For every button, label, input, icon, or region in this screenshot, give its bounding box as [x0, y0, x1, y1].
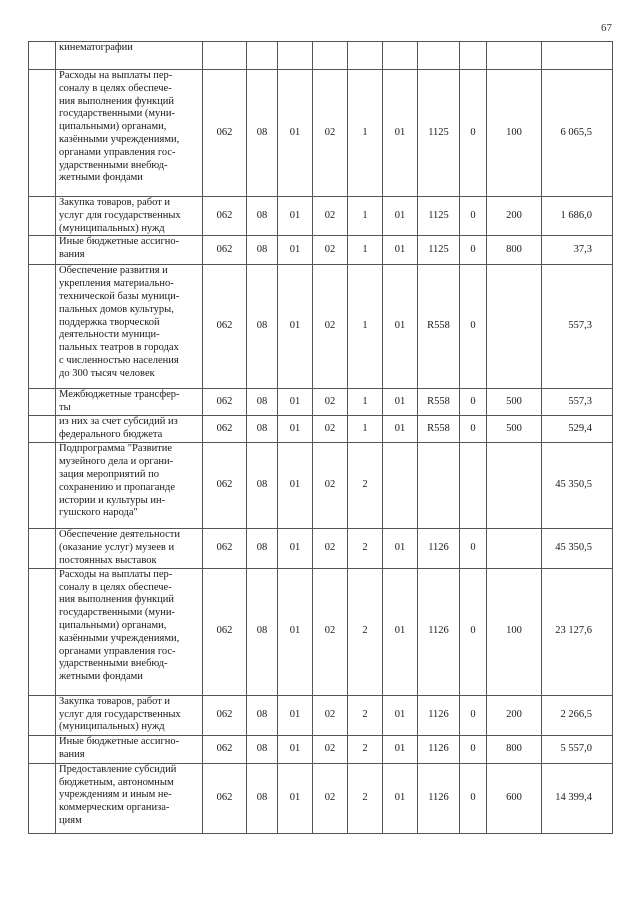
- cell-amount: 1 686,0: [542, 197, 613, 236]
- name-line: ципальными) органами,: [59, 619, 167, 631]
- cell-name: [56, 70, 203, 197]
- cell-amount: 5 557,0: [542, 735, 613, 763]
- cell-section: 08: [247, 695, 278, 735]
- name-line: технической базы муници-: [59, 290, 180, 302]
- cell-funding: 0: [460, 265, 487, 389]
- name-line: поддержка творческой: [59, 316, 160, 328]
- cell-name: [56, 236, 203, 265]
- cell-expense-type: 100: [487, 70, 542, 197]
- cell-direction: 1125: [418, 197, 460, 236]
- name-line: ципальными) органами,: [59, 121, 167, 133]
- cell-event: 01: [383, 763, 418, 833]
- table-row: [29, 529, 613, 568]
- name-line: кинематографии: [59, 42, 133, 53]
- cell-subsection: 01: [278, 443, 313, 529]
- cell-glava: 062: [203, 443, 247, 529]
- cell-amount: 14 399,4: [542, 763, 613, 833]
- name-line: коммерческим организа-: [59, 802, 170, 814]
- name-line: вания: [59, 249, 85, 261]
- name-line: истории и культуры ин-: [59, 494, 166, 506]
- cell-subsection: 01: [278, 735, 313, 763]
- cell-subsection: 01: [278, 70, 313, 197]
- cell-subsection: [278, 42, 313, 70]
- name-line: сохранению и пропаганде: [59, 481, 176, 493]
- cell-subprogram: 1: [348, 389, 383, 416]
- cell-subprogram: 1: [348, 70, 383, 197]
- name-line: жетными фондами: [59, 671, 143, 683]
- cell-program: 02: [313, 735, 348, 763]
- name-line: деятельности муници-: [59, 329, 160, 341]
- name-line: пальных домов культуры,: [59, 303, 174, 315]
- cell-name: [56, 763, 203, 833]
- cell-amount: 45 350,5: [542, 529, 613, 568]
- cell-subprogram: 1: [348, 197, 383, 236]
- name-line: пальных театров в городах: [59, 342, 179, 354]
- cell-amount: 6 065,5: [542, 70, 613, 197]
- name-line: государственными (муни-: [59, 108, 176, 120]
- cell-subprogram: 2: [348, 568, 383, 695]
- cell-lead: [29, 389, 56, 416]
- cell-name: [56, 443, 203, 529]
- cell-amount: 23 127,6: [542, 568, 613, 695]
- name-line: соналу в целях обеспече-: [59, 82, 172, 94]
- cell-name: [56, 695, 203, 735]
- cell-funding: [460, 42, 487, 70]
- name-line: (муниципальных) нужд: [59, 721, 165, 733]
- cell-direction: 1126: [418, 695, 460, 735]
- name-line: Закупка товаров, работ и: [59, 695, 171, 707]
- cell-subprogram: 2: [348, 735, 383, 763]
- cell-lead: [29, 42, 56, 70]
- cell-program: 02: [313, 70, 348, 197]
- cell-funding: 0: [460, 416, 487, 443]
- cell-amount: 557,3: [542, 389, 613, 416]
- cell-program: 02: [313, 529, 348, 568]
- cell-expense-type: 100: [487, 568, 542, 695]
- cell-glava: 062: [203, 236, 247, 265]
- cell-name: [56, 389, 203, 416]
- name-line: Обеспечение деятельности: [59, 529, 180, 541]
- cell-amount: 529,4: [542, 416, 613, 443]
- cell-funding: 0: [460, 568, 487, 695]
- cell-direction: 1125: [418, 70, 460, 197]
- cell-funding: 0: [460, 389, 487, 416]
- table-row: [29, 236, 613, 265]
- name-line: (оказание услуг) музеев и: [59, 542, 175, 554]
- cell-event: 01: [383, 197, 418, 236]
- table-row: [29, 389, 613, 416]
- cell-subsection: 01: [278, 265, 313, 389]
- cell-program: 02: [313, 695, 348, 735]
- name-line: Межбюджетные трансфер-: [59, 389, 180, 401]
- cell-lead: [29, 197, 56, 236]
- name-line: ты: [59, 402, 71, 414]
- name-line: (муниципальных) нужд: [59, 222, 165, 234]
- name-line: соналу в целях обеспече-: [59, 581, 172, 593]
- name-line: услуг для государственных: [59, 708, 181, 720]
- name-line: ударственными внебюд-: [59, 159, 168, 171]
- table-row: [29, 265, 613, 389]
- cell-subprogram: 1: [348, 265, 383, 389]
- name-line: учреждениям и иным не-: [59, 789, 172, 801]
- cell-amount: 45 350,5: [542, 443, 613, 529]
- table-row: [29, 735, 613, 763]
- cell-section: 08: [247, 416, 278, 443]
- cell-funding: 0: [460, 236, 487, 265]
- cell-glava: [203, 42, 247, 70]
- cell-lead: [29, 568, 56, 695]
- cell-lead: [29, 416, 56, 443]
- table-row: [29, 416, 613, 443]
- name-line: казёнными учреждениями,: [59, 632, 180, 644]
- cell-funding: 0: [460, 70, 487, 197]
- cell-subprogram: 1: [348, 236, 383, 265]
- cell-section: 08: [247, 529, 278, 568]
- cell-glava: 062: [203, 265, 247, 389]
- cell-section: 08: [247, 443, 278, 529]
- name-line: Иные бюджетные ассигно-: [59, 236, 180, 248]
- cell-name: [56, 568, 203, 695]
- table-row: [29, 42, 613, 70]
- cell-expense-type: [487, 443, 542, 529]
- cell-direction: [418, 42, 460, 70]
- cell-section: [247, 42, 278, 70]
- cell-section: 08: [247, 70, 278, 197]
- cell-section: 08: [247, 197, 278, 236]
- cell-expense-type: 800: [487, 735, 542, 763]
- cell-funding: 0: [460, 197, 487, 236]
- cell-amount: 37,3: [542, 236, 613, 265]
- name-line: с численностью населения: [59, 354, 179, 366]
- cell-direction: R558: [418, 265, 460, 389]
- table-row: [29, 763, 613, 833]
- cell-name: [56, 529, 203, 568]
- cell-glava: 062: [203, 568, 247, 695]
- name-line: укрепления материально-: [59, 278, 174, 290]
- cell-program: 02: [313, 568, 348, 695]
- name-line: ния выполнения функций: [59, 594, 175, 606]
- cell-expense-type: 500: [487, 389, 542, 416]
- cell-direction: 1125: [418, 236, 460, 265]
- cell-lead: [29, 763, 56, 833]
- name-line: музейного дела и органи-: [59, 456, 174, 468]
- cell-direction: R558: [418, 416, 460, 443]
- name-line: циям: [59, 814, 82, 826]
- cell-expense-type: [487, 529, 542, 568]
- table-row: [29, 443, 613, 529]
- cell-section: 08: [247, 568, 278, 695]
- cell-name: [56, 42, 203, 70]
- cell-amount: 557,3: [542, 265, 613, 389]
- cell-lead: [29, 443, 56, 529]
- cell-funding: 0: [460, 735, 487, 763]
- cell-subsection: 01: [278, 236, 313, 265]
- name-line: жетными фондами: [59, 172, 143, 184]
- cell-section: 08: [247, 389, 278, 416]
- name-line: казёнными учреждениями,: [59, 133, 180, 145]
- cell-program: 02: [313, 389, 348, 416]
- cell-lead: [29, 70, 56, 197]
- cell-expense-type: 500: [487, 416, 542, 443]
- name-line: Подпрограмма "Развитие: [59, 443, 173, 455]
- name-line: бюджетным, автономным: [59, 776, 174, 788]
- cell-subprogram: 2: [348, 763, 383, 833]
- table-row: [29, 70, 613, 197]
- cell-program: 02: [313, 265, 348, 389]
- table-row: [29, 197, 613, 236]
- cell-name: [56, 265, 203, 389]
- cell-subprogram: 1: [348, 416, 383, 443]
- cell-lead: [29, 265, 56, 389]
- table-row: [29, 695, 613, 735]
- cell-lead: [29, 695, 56, 735]
- cell-name: [56, 197, 203, 236]
- cell-funding: 0: [460, 763, 487, 833]
- cell-amount: 2 266,5: [542, 695, 613, 735]
- cell-subsection: 01: [278, 416, 313, 443]
- cell-program: 02: [313, 197, 348, 236]
- name-line: ния выполнения функций: [59, 95, 175, 107]
- cell-lead: [29, 236, 56, 265]
- name-line: ударственными внебюд-: [59, 658, 168, 670]
- name-line: услуг для государственных: [59, 209, 181, 221]
- cell-subprogram: 2: [348, 443, 383, 529]
- cell-name: [56, 735, 203, 763]
- name-line: зация мероприятий по: [59, 468, 159, 480]
- cell-direction: [418, 443, 460, 529]
- name-line: государственными (муни-: [59, 607, 176, 619]
- cell-program: 02: [313, 236, 348, 265]
- cell-name: [56, 416, 203, 443]
- cell-subprogram: 2: [348, 695, 383, 735]
- name-line: вания: [59, 748, 85, 760]
- name-line: Обеспечение развития и: [59, 265, 168, 277]
- name-line: постоянных выставок: [59, 554, 157, 566]
- cell-subsection: 01: [278, 389, 313, 416]
- cell-event: 01: [383, 70, 418, 197]
- cell-funding: 0: [460, 695, 487, 735]
- cell-event: 01: [383, 695, 418, 735]
- cell-event: 01: [383, 236, 418, 265]
- cell-direction: R558: [418, 389, 460, 416]
- cell-event: [383, 42, 418, 70]
- cell-expense-type: 200: [487, 197, 542, 236]
- name-line: Расходы на выплаты пер-: [59, 568, 173, 580]
- name-line: Предоставление субсидий: [59, 763, 177, 775]
- cell-section: 08: [247, 735, 278, 763]
- cell-glava: 062: [203, 735, 247, 763]
- name-line: федерального бюджета: [59, 429, 163, 441]
- cell-expense-type: 200: [487, 695, 542, 735]
- cell-event: 01: [383, 265, 418, 389]
- cell-program: 02: [313, 763, 348, 833]
- cell-event: 01: [383, 389, 418, 416]
- cell-glava: 062: [203, 70, 247, 197]
- cell-glava: 062: [203, 416, 247, 443]
- cell-amount: [542, 42, 613, 70]
- name-line: Иные бюджетные ассигно-: [59, 735, 180, 747]
- cell-lead: [29, 529, 56, 568]
- cell-lead: [29, 735, 56, 763]
- cell-glava: 062: [203, 197, 247, 236]
- cell-funding: 0: [460, 529, 487, 568]
- budget-table: [28, 41, 613, 834]
- name-line: до 300 тысяч человек: [59, 367, 155, 379]
- cell-glava: 062: [203, 763, 247, 833]
- cell-event: [383, 443, 418, 529]
- cell-subsection: 01: [278, 763, 313, 833]
- cell-subsection: 01: [278, 568, 313, 695]
- cell-direction: 1126: [418, 763, 460, 833]
- cell-expense-type: 800: [487, 236, 542, 265]
- cell-glava: 062: [203, 695, 247, 735]
- name-line: органами управления гос-: [59, 645, 176, 657]
- cell-expense-type: [487, 42, 542, 70]
- cell-event: 01: [383, 735, 418, 763]
- cell-direction: 1126: [418, 568, 460, 695]
- cell-program: 02: [313, 416, 348, 443]
- cell-program: [313, 42, 348, 70]
- name-line: органами управления гос-: [59, 146, 176, 158]
- cell-section: 08: [247, 265, 278, 389]
- cell-subsection: 01: [278, 695, 313, 735]
- cell-subprogram: [348, 42, 383, 70]
- cell-subsection: 01: [278, 197, 313, 236]
- cell-subprogram: 2: [348, 529, 383, 568]
- name-line: Расходы на выплаты пер-: [59, 70, 173, 81]
- name-line: Закупка товаров, работ и: [59, 197, 171, 208]
- name-line: из них за счет субсидий из: [59, 416, 178, 428]
- cell-section: 08: [247, 236, 278, 265]
- cell-subsection: 01: [278, 529, 313, 568]
- name-line: гушского народа": [59, 507, 138, 519]
- cell-expense-type: [487, 265, 542, 389]
- page-number: 67: [601, 22, 612, 34]
- cell-section: 08: [247, 763, 278, 833]
- cell-program: 02: [313, 443, 348, 529]
- cell-direction: 1126: [418, 735, 460, 763]
- cell-event: 01: [383, 568, 418, 695]
- cell-glava: 062: [203, 389, 247, 416]
- cell-glava: 062: [203, 529, 247, 568]
- cell-event: 01: [383, 529, 418, 568]
- table-row: [29, 568, 613, 695]
- cell-event: 01: [383, 416, 418, 443]
- cell-direction: 1126: [418, 529, 460, 568]
- cell-expense-type: 600: [487, 763, 542, 833]
- cell-funding: [460, 443, 487, 529]
